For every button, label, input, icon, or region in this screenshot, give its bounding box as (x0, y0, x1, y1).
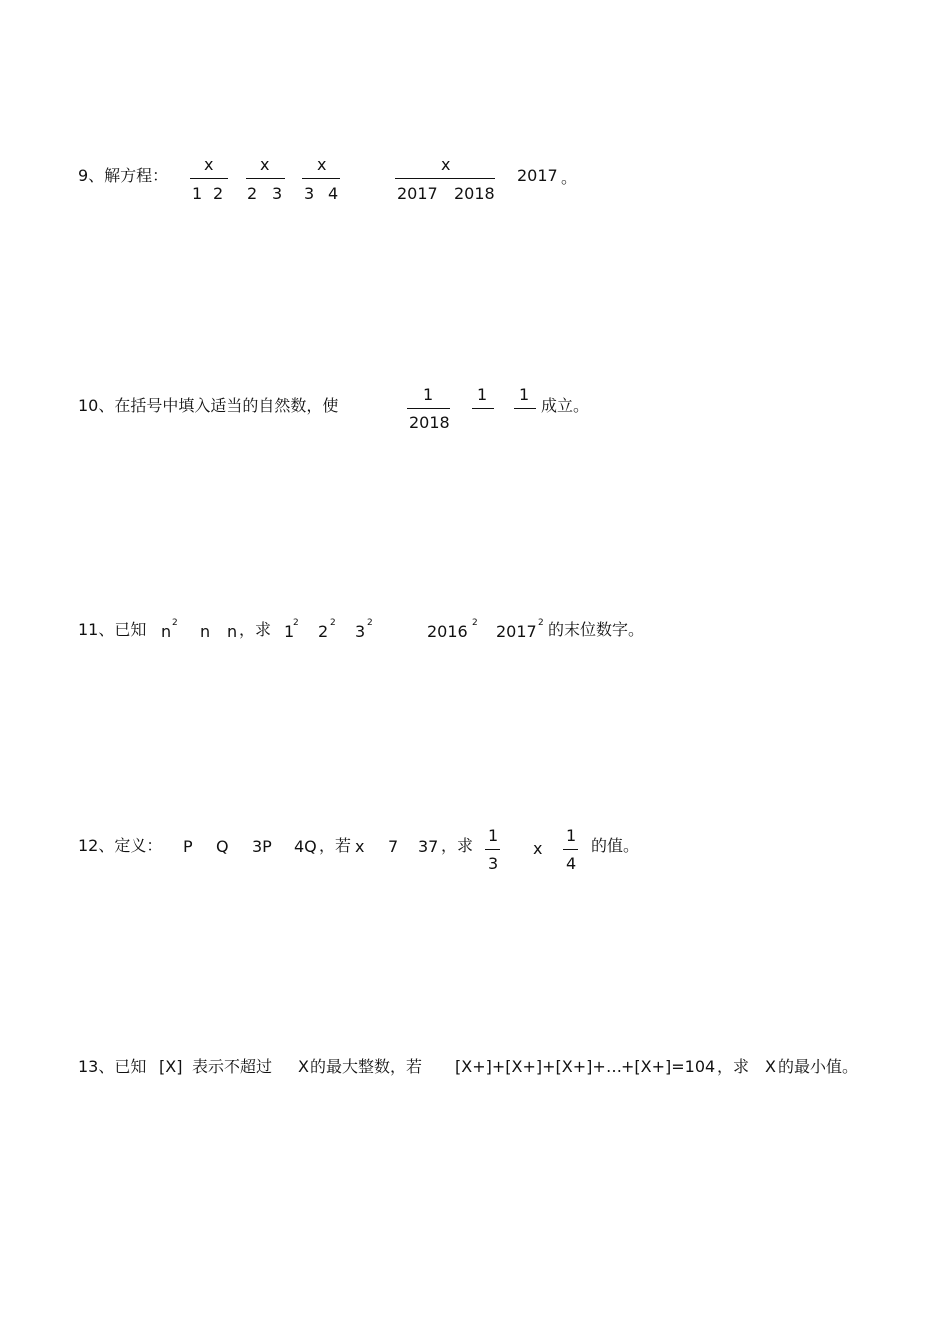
q9-frac1-bar (190, 178, 228, 179)
q10-frac3-numerator: 1 (519, 385, 530, 404)
q11-n: n (161, 622, 172, 641)
q11-exp-3: 2 (367, 618, 373, 628)
q12-frac-a-denominator: 3 (488, 854, 499, 873)
q9-frac4-bar (395, 178, 495, 179)
q12-frac-a-bar (485, 849, 500, 850)
q9-frac4-numerator: x (441, 155, 451, 174)
q11-label: 11、已知 (78, 620, 147, 639)
q12-thirtyseven: 37 (418, 837, 439, 856)
q10-frac1-denominator: 2018 (409, 413, 450, 432)
q12-label: 12、定义： (78, 836, 163, 855)
q13-ask: ，求 (717, 1057, 750, 1076)
q13-desc: 表示不超过 (192, 1057, 273, 1076)
q13-x1: X (298, 1057, 309, 1076)
q12-q: Q (216, 837, 229, 856)
q12-frac-b-denominator: 4 (566, 854, 577, 873)
q11-base-5: 2017 (496, 622, 537, 641)
q11-base-1: 1 (284, 622, 295, 641)
q10-frac3-bar (514, 408, 536, 409)
q9-frac3-numerator: x (317, 155, 327, 174)
q9-frac1-den-b: 2 (213, 184, 224, 203)
q10-frac2-bar (472, 408, 494, 409)
q9-frac2-den-a: 2 (247, 184, 258, 203)
q12-3p: 3P (252, 837, 272, 856)
q12-4q: 4Q (294, 837, 317, 856)
q9-end: 。 (561, 168, 578, 187)
q11-base-2: 2 (318, 622, 329, 641)
q12-frac-a-numerator: 1 (488, 826, 499, 845)
q9-frac3-den-b: 4 (328, 184, 339, 203)
q13-x2: X (765, 1057, 776, 1076)
q12-p: P (183, 837, 193, 856)
q9-frac2-den-b: 3 (272, 184, 283, 203)
q11-exp-1: 2 (293, 618, 299, 628)
q9-frac3-den-a: 3 (304, 184, 315, 203)
q13-label: 13、已知 (78, 1057, 147, 1076)
q11-exp-4: 2 (472, 618, 478, 628)
q12-ask: ，求 (441, 836, 474, 855)
q11-n-exponent: 2 (172, 618, 178, 628)
q10-frac2-numerator: 1 (477, 385, 488, 404)
q9-frac4-den-b: 2018 (454, 184, 495, 203)
q11-exp-2: 2 (330, 618, 336, 628)
q10-frac1-bar (407, 408, 450, 409)
q9-frac3-bar (302, 178, 340, 179)
q13-expr-b: +[X+]=104 (621, 1057, 716, 1076)
q11-base-4: 2016 (427, 622, 468, 641)
q9-frac1-numerator: x (204, 155, 214, 174)
q10-label: 10、在括号中填入适当的自然数，使 (78, 396, 339, 415)
q13-dots: … (606, 1057, 622, 1076)
q11-base-3: 3 (355, 622, 366, 641)
q13-bracket-x: [X] (159, 1057, 183, 1076)
q9-rhs: 2017 (517, 166, 558, 185)
q9-frac2-bar (246, 178, 285, 179)
q11-mid: ，求 (239, 620, 272, 639)
q13-expr-a: [X+]+[X+]+[X+]+ (455, 1057, 606, 1076)
q9-frac4-den-a: 2017 (397, 184, 438, 203)
q12-cond-label: ，若 (319, 836, 352, 855)
q9-frac1-den-a: 1 (192, 184, 203, 203)
q9-frac2-numerator: x (260, 155, 270, 174)
q12-frac-b-bar (563, 849, 578, 850)
q9-label: 9、解方程： (78, 166, 169, 185)
q11-n-c: n (227, 622, 238, 641)
q12-seven: 7 (388, 837, 399, 856)
q13-desc2: 的最大整数，若 (310, 1057, 423, 1076)
q12-end: 的值。 (591, 836, 640, 855)
q11-end: 的末位数字。 (548, 620, 645, 639)
q12-x2: x (533, 839, 543, 858)
q12-frac-b-numerator: 1 (566, 826, 577, 845)
q10-frac1-numerator: 1 (423, 385, 434, 404)
q11-n-b: n (200, 622, 211, 641)
q10-end: 成立。 (541, 396, 590, 415)
q12-x: x (355, 837, 365, 856)
q13-end: 的最小值。 (778, 1057, 859, 1076)
q11-exp-5: 2 (538, 618, 544, 628)
